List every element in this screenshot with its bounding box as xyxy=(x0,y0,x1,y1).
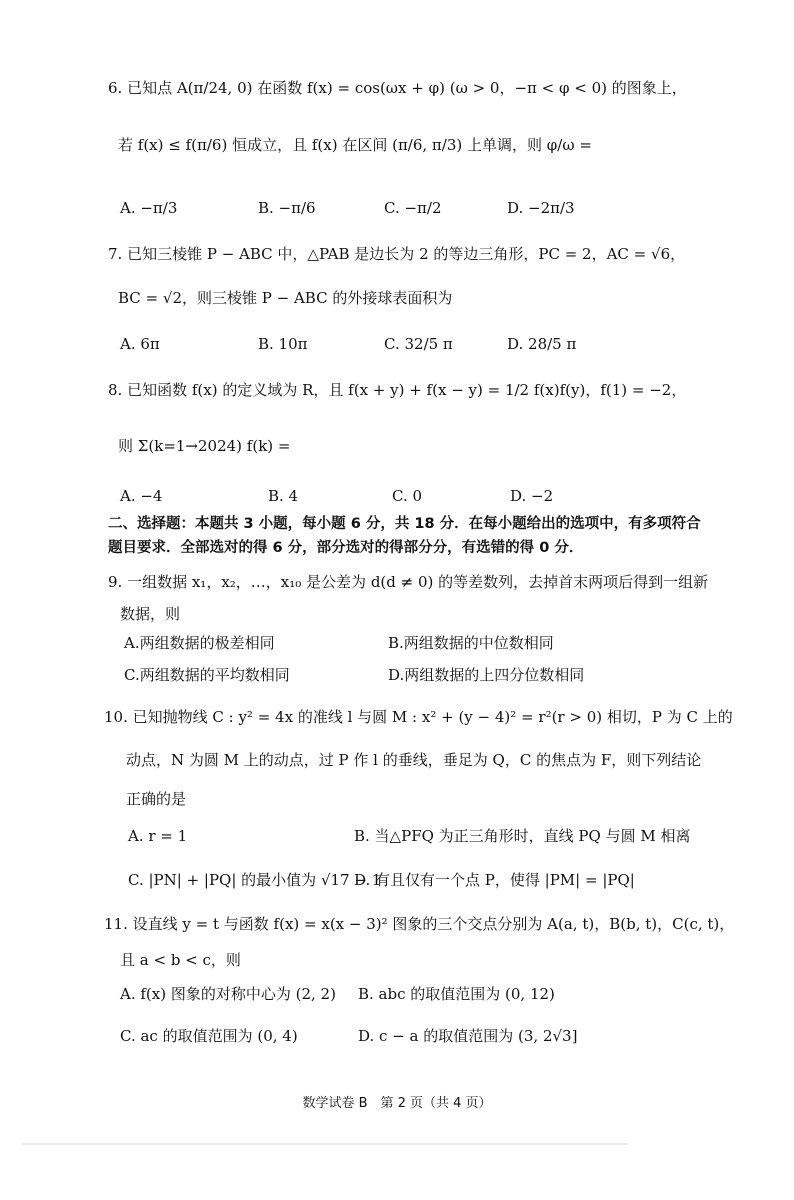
q9-option-d: D.两组数据的上四分位数相同 xyxy=(388,666,585,684)
q6-line2: 若 f(x) ≤ f(π/6) 恒成立，且 f(x) 在区间 (π/6, π/3) 上单调，则 φ/ω = xyxy=(118,136,592,154)
q10-option-a: A. r = 1 xyxy=(128,827,188,845)
q11-option-c: C. ac 的取值范围为 (0, 4) xyxy=(120,1027,298,1045)
q6-option-c: C. −π/2 xyxy=(384,199,442,217)
q6-option-b: B. −π/6 xyxy=(258,199,316,217)
q7-option-c: C. 32/5 π xyxy=(384,335,453,353)
q10-option-d: D. 有且仅有一个点 P，使得 |PM| = |PQ| xyxy=(354,871,635,889)
q10-line2: 动点，N 为圆 M 上的动点，过 P 作 l 的垂线，垂足为 Q，C 的焦点为 F，则下列结论 xyxy=(126,751,702,769)
q9-line1: 9. 一组数据 x₁，x₂，…，x₁₀ 是公差为 d(d ≠ 0) 的等差数列，去掉首末两项后得到一组新 xyxy=(108,573,709,591)
q7-line2: BC = √2，则三棱锥 P − ABC 的外接球表面积为 xyxy=(118,289,453,307)
q6-option-d: D. −2π/3 xyxy=(507,199,575,217)
section2-line1: 二、选择题：本题共 3 小题，每小题 6 分，共 18 分．在每小题给出的选项中，有多项符合 xyxy=(108,516,701,532)
q10-option-b: B. 当△PFQ 为正三角形时，直线 PQ 与圆 M 相离 xyxy=(354,827,691,845)
section2-line2: 题目要求．全部选对的得 6 分，部分选对的得部分分，有选错的得 0 分． xyxy=(108,540,584,556)
q6-option-a: A. −π/3 xyxy=(120,199,178,217)
q9-option-b: B.两组数据的中位数相同 xyxy=(388,634,554,652)
q11-option-d: D. c − a 的取值范围为 (3, 2√3] xyxy=(358,1027,578,1045)
q11-option-b: B. abc 的取值范围为 (0, 12) xyxy=(358,985,555,1003)
q10-line1: 10. 已知抛物线 C : y² = 4x 的准线 l 与圆 M : x² + (y − 4)² = r²(r > 0) 相切，P 为 C 上的 xyxy=(104,708,733,726)
q10-option-c: C. |PN| + |PQ| 的最小值为 √17 − 1 xyxy=(128,871,382,889)
page-footer: 数学试卷 B 第 2 页（共 4 页） xyxy=(302,1096,492,1111)
q8-option-d: D. −2 xyxy=(510,487,554,505)
q11-line2: 且 a < b < c，则 xyxy=(120,951,241,969)
q8-line1: 8. 已知函数 f(x) 的定义域为 R，且 f(x + y) + f(x − y) = 1/2 f(x)f(y)，f(1) = −2， xyxy=(108,381,687,399)
q7-option-b: B. 10π xyxy=(258,335,308,353)
q6-line1: 6. 已知点 A(π/24, 0) 在函数 f(x) = cos(ωx + φ) (ω > 0，−π < φ < 0) 的图象上， xyxy=(108,79,687,97)
q10-line3: 正确的是 xyxy=(126,790,187,808)
q9-line2: 数据，则 xyxy=(120,605,181,623)
q8-option-a: A. −4 xyxy=(120,487,163,505)
q11-line1: 11. 设直线 y = t 与函数 f(x) = x(x − 3)² 图象的三个交点分别为 A(a, t)，B(b, t)，C(c, t)， xyxy=(104,915,735,933)
q11-option-a: A. f(x) 图象的对称中心为 (2, 2) xyxy=(120,985,336,1003)
q9-option-c: C.两组数据的平均数相同 xyxy=(124,666,290,684)
q8-option-c: C. 0 xyxy=(392,487,423,505)
q8-option-b: B. 4 xyxy=(268,487,299,505)
q9-option-a: A.两组数据的极差相同 xyxy=(124,634,275,652)
q8-line2: 则 Σ(k=1→2024) f(k) = xyxy=(118,437,291,455)
q7-option-d: D. 28/5 π xyxy=(507,335,577,353)
q7-option-a: A. 6π xyxy=(120,335,160,353)
scan-edge-divider xyxy=(22,1143,628,1145)
q7-line1: 7. 已知三棱锥 P − ABC 中，△PAB 是边长为 2 的等边三角形，PC = 2，AC = √6， xyxy=(108,245,686,263)
